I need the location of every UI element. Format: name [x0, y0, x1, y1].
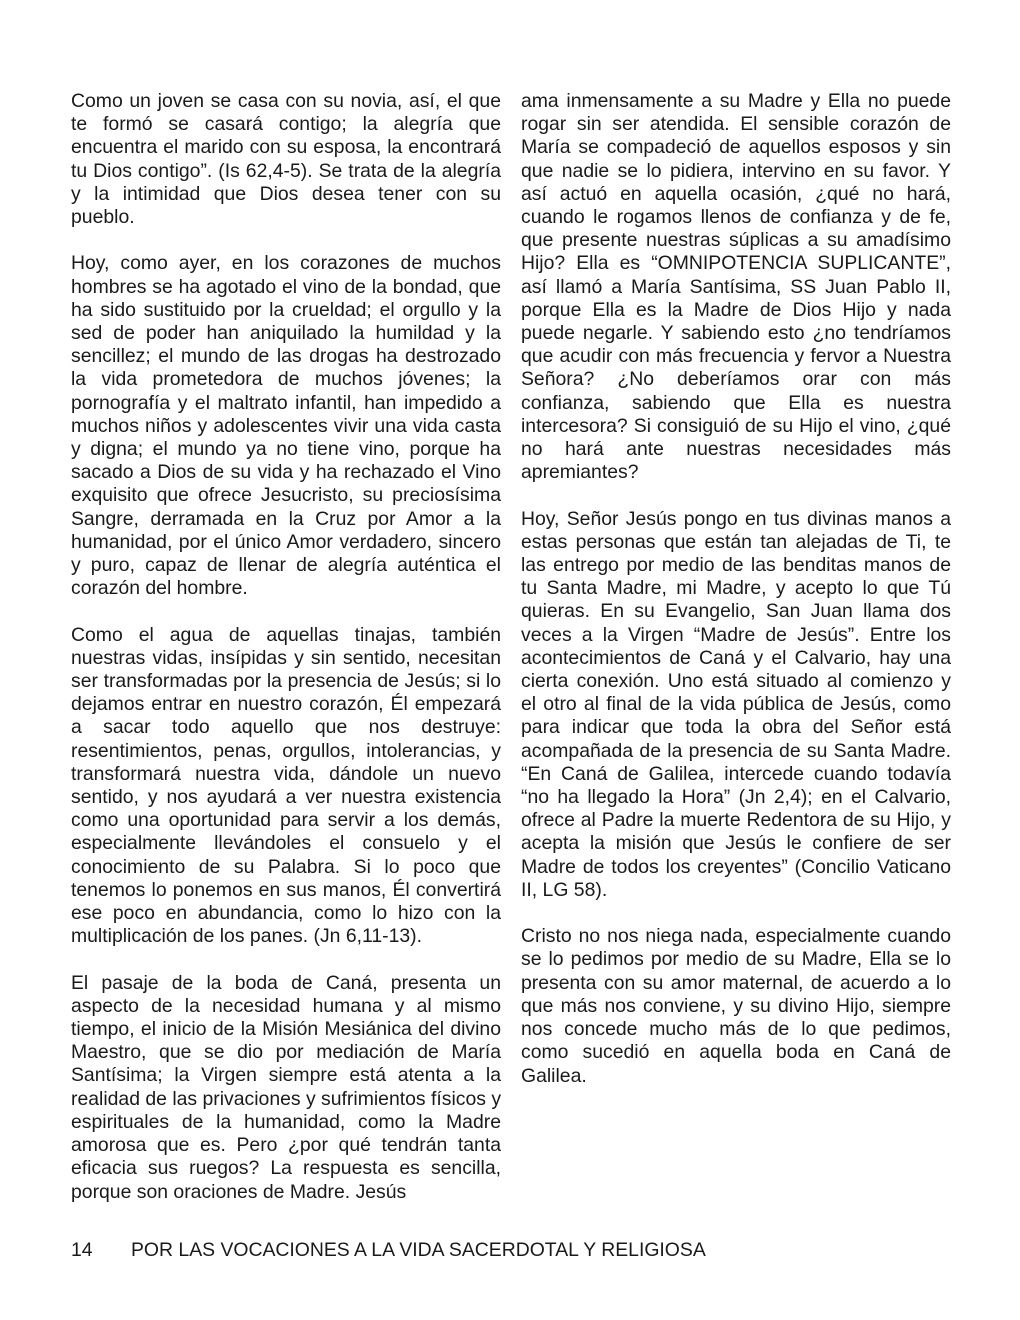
running-title: POR LAS VOCACIONES A LA VIDA SACERDOTAL Y RELIGIOSA	[131, 1239, 706, 1261]
paragraph: Como el agua de aquellas tinajas, también nuestras vidas, insípidas y sin sentido, necesitan ser transformadas por la presencia de Jesús; si lo dejamos entrar en nuestro corazón, Él empezará a sacar todo aquello que nos destruye: resentimientos, penas, orgullos, intolerancias, y transformará nuestra vida, dándole un nuevo sentido, y nos ayudará a ver nuestra existencia como una oportunidad para servir a los demás, especialmente llevándoles el consuelo y el conocimiento de su Palabra. Si lo poco que tenemos lo ponemos en sus manos, Él convertirá ese poco en abundancia, como lo hizo con la multiplicación de los panes. (Jn 6,11-13).	[71, 623, 501, 948]
paragraph: ama inmensamente a su Madre y Ella no puede rogar sin ser atendida. El sensible corazón de María se compadeció de aquellos esposos y sin que nadie se lo pidiera, intervino en su favor. Y así actuó en aquella ocasión, ¿qué no hará, cuando le rogamos llenos de confianza y de fe, que presente nuestras súplicas a su amadísimo Hijo? Ella es “OMNIPOTENCIA SUPLICANTE”, así llamó a María Santísima, SS Juan Pablo II, porque Ella es la Madre de Dios Hijo y nada puede negarle. Y sabiendo esto ¿no tendríamos que acudir con más frecuencia y fervor a Nuestra Señora? ¿No deberíamos orar con más confianza, sabiendo que Ella es nuestra intercesora? Si consiguió de su Hijo el vino, ¿qué no hará ante nuestras necesidades más apremiantes?	[521, 90, 951, 484]
paragraph: El pasaje de la boda de Caná, presenta un aspecto de la necesidad humana y al mismo tiempo, el inicio de la Misión Mesiánica del divino Maestro, que se dio por mediación de María Santísima; la Virgen siempre está atenta a la realidad de las privaciones y sufrimientos físicos y espirituales de la humanidad, como la Madre amorosa que es. Pero ¿por qué tendrán tanta eficacia sus ruegos? La respuesta es sencilla, porque son oraciones de Madre. Jesús	[71, 971, 502, 1203]
right-text-column	[521, 90, 951, 1088]
page-footer	[71, 1238, 706, 1262]
left-text-column	[71, 90, 501, 1204]
paragraph: Hoy, Señor Jesús pongo en tus divinas manos a estas personas que están tan alejadas de Ti, te las entrego por medio de las benditas manos de tu Santa Madre, mi Madre, y acepto lo que Tú quieras. En su Evangelio, San Juan llama dos veces a la Virgen “Madre de Jesús”. Entre los acontecimientos de Caná y el Calvario, hay una cierta conexión. Uno está situado al comienzo y el otro al final de la vida pública de Jesús, como para indicar que toda la obra del Señor está acompañada de la presencia de su Santa Madre. “En Caná de Galilea, intercede cuando todavía “no ha llegado la Hora” (Jn 2,4); en el Calvario, ofrece al Padre la muerte Redentora de su Hijo, y acepta la misión que Jesús le confiere de ser Madre de todos los creyentes” (Concilio Vaticano II, LG 58).	[521, 507, 951, 901]
paragraph: Como un joven se casa con su novia, así, el que te formó se casará contigo; la alegría que encuentra el marido con su esposa, la encontrará tu Dios contigo”. (Is 62,4-5). Se trata de la alegría y la intimidad que Dios desea tener con su pueblo.	[71, 90, 501, 229]
page-number: 14	[71, 1239, 93, 1261]
paragraph: Hoy, como ayer, en los corazones de muchos hombres se ha agotado el vino de la bondad, que ha sido sustituido por la crueldad; el orgullo y la sed de poder han aniquilado la humildad y la sencillez; el mundo de las drogas ha destrozado la vida prometedora de muchos jóvenes; la pornografía y el maltrato infantil, han impedido a muchos niños y adolescentes vivir una vida casta y digna; el mundo ya no tiene vino, porque ha sacado a Dios de su vida y ha rechazado el Vino exquisito que ofrece Jesucristo, su preciosísima Sangre, derramada en la Cruz por Amor a la humanidad, por el único Amor verdadero, sincero y puro, capaz de llenar de alegría auténtica el corazón del hombre.	[71, 252, 501, 600]
paragraph: Cristo no nos niega nada, especialmente cuando se lo pedimos por medio de su Madre, Ella se lo presenta con su amor maternal, de acuerdo a lo que más nos conviene, y su divino Hijo, siempre nos concede mucho más de lo que pedimos, como sucedió en aquella boda en Caná de Galilea.	[521, 925, 951, 1087]
